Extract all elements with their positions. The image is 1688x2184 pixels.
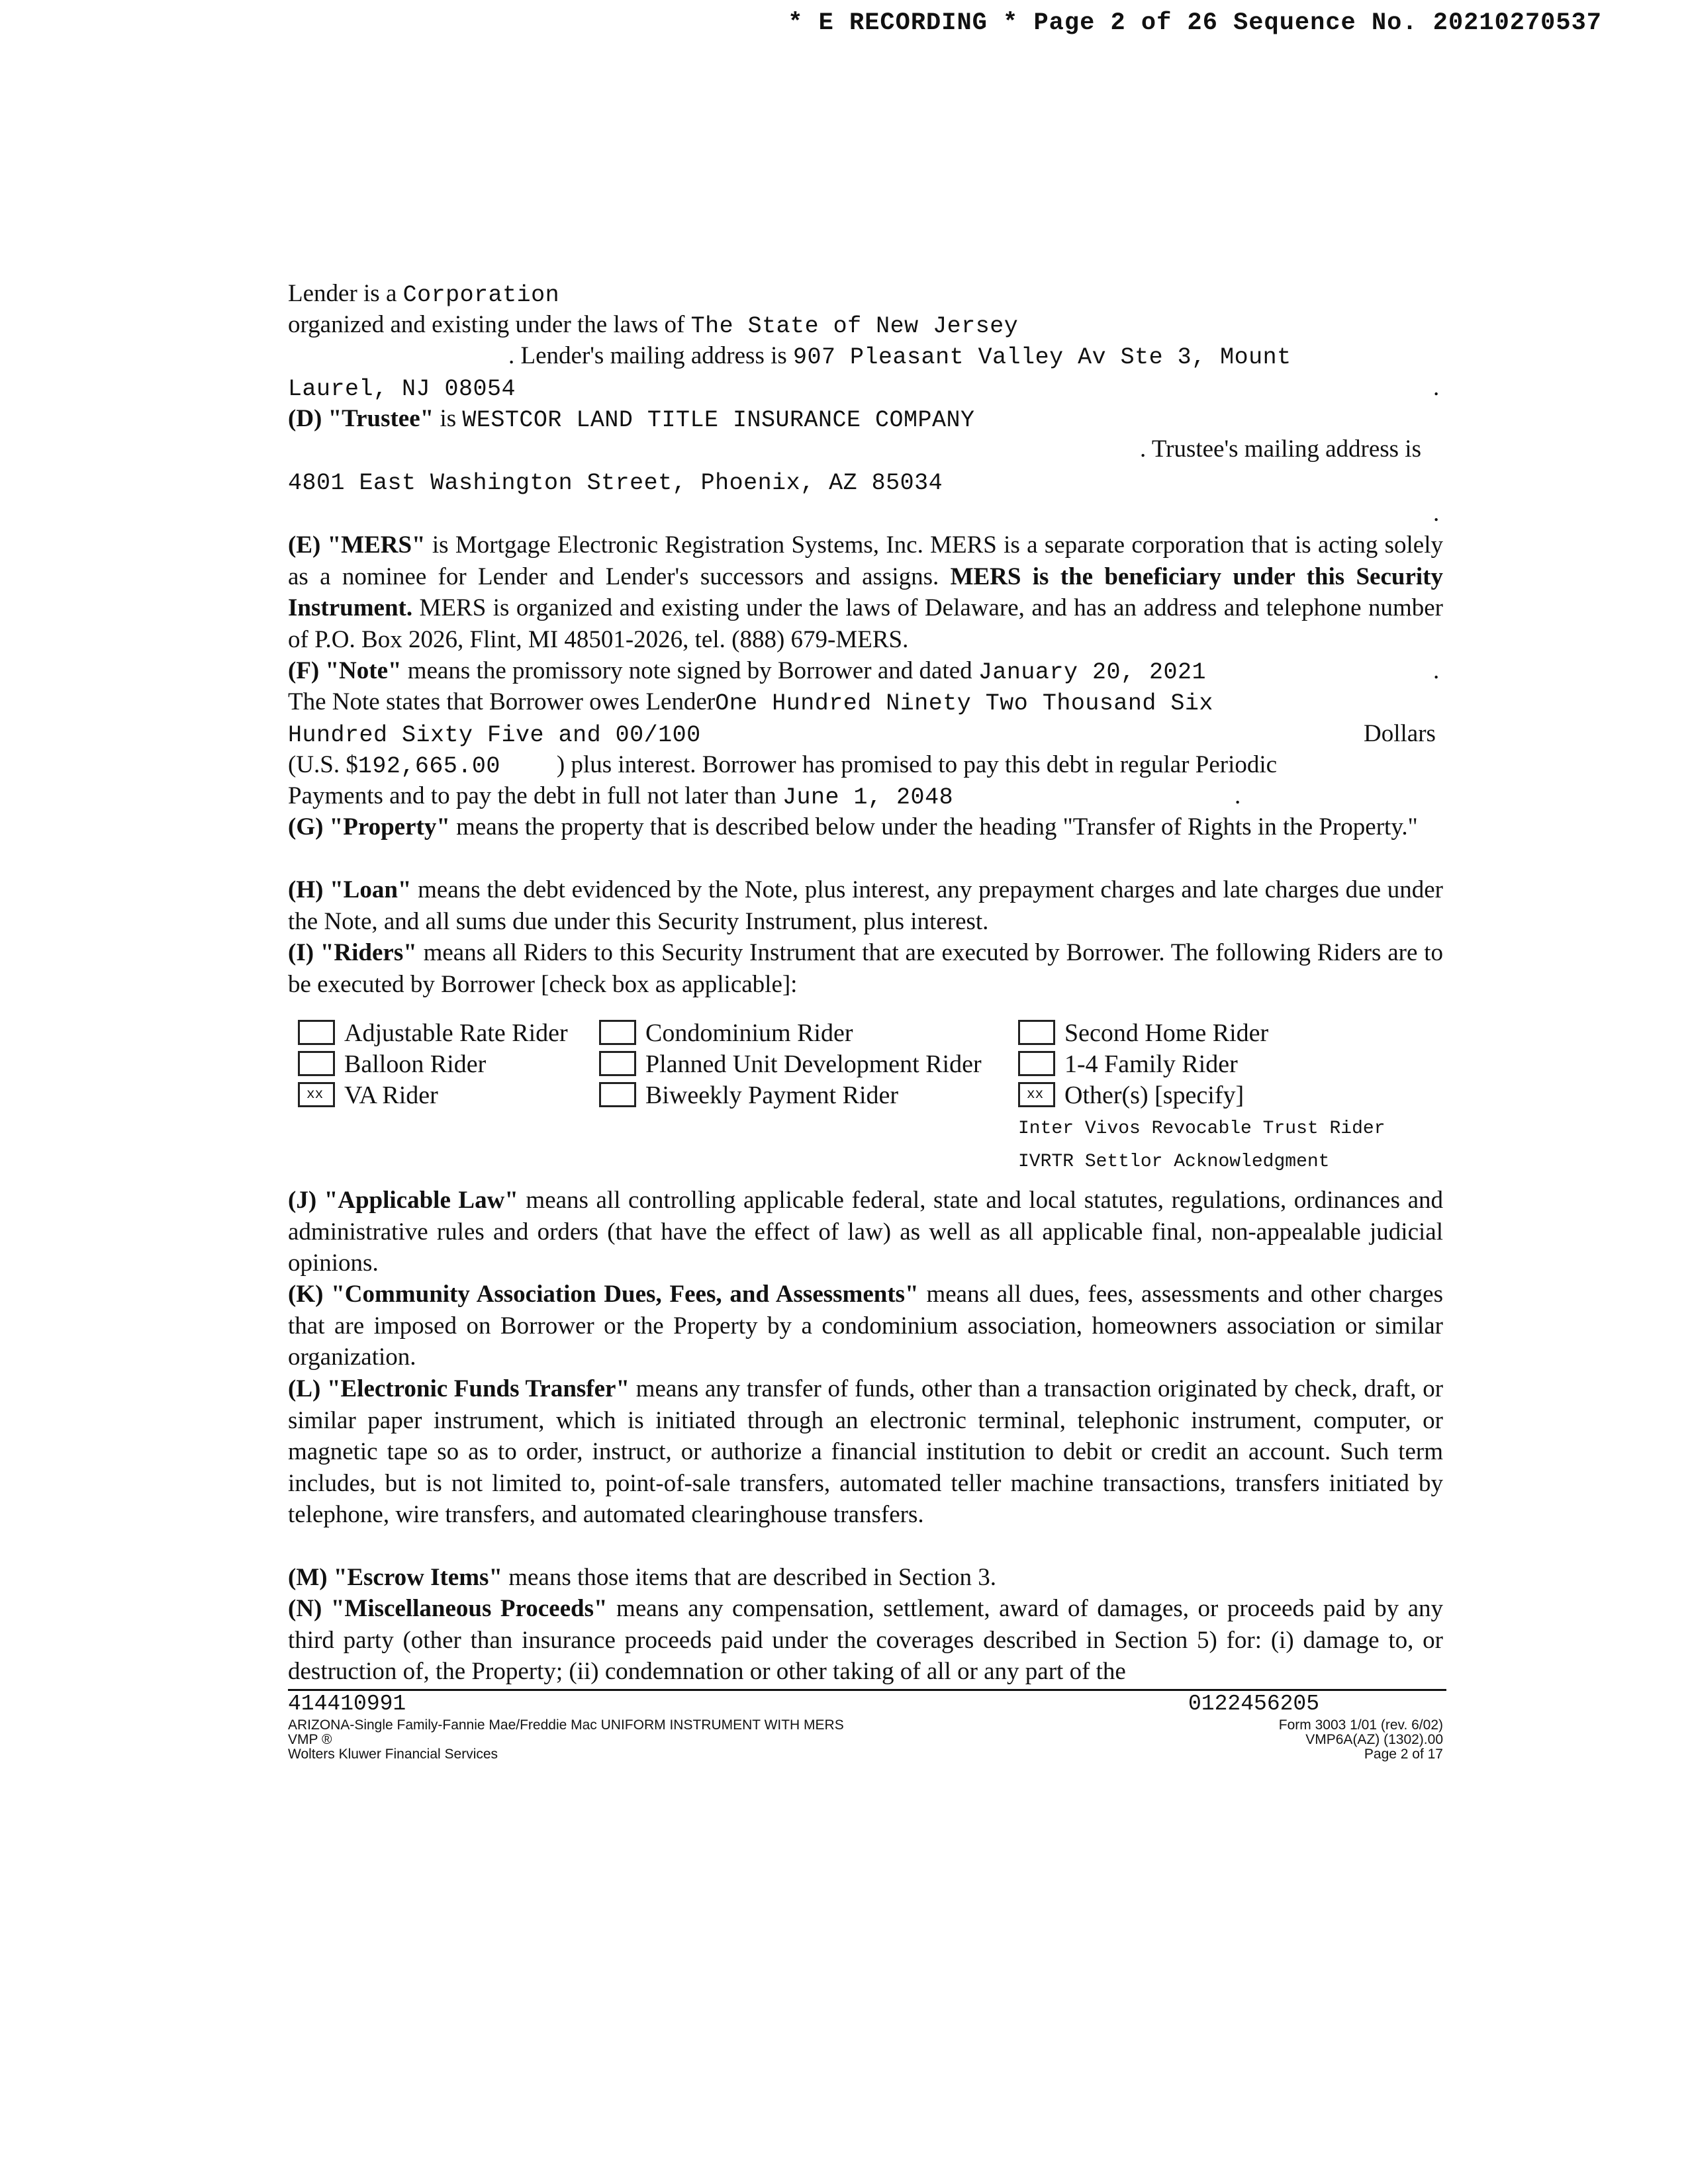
loan-text: means the debt evidenced by the Note, plus interest, any prepayment charges and late charges due under the Note, and all sums due under this Security Instrument, plus interest.	[288, 876, 1443, 935]
lender-line	[288, 278, 559, 311]
mers-text2: MERS is organized and existing under the laws of Delaware, and has an address and telephone number of P.O. Box 2026, Flint, MI 48501-2026, tel. (888) 679-MERS.	[288, 594, 1443, 653]
lender-is-a-label: Lender is a	[288, 280, 397, 307]
rider-second-home[interactable]: Second Home Rider	[1018, 1018, 1268, 1049]
note-payments-line	[288, 780, 953, 813]
note-amount-words1: One Hundred Ninety Two Thousand Six	[715, 690, 1213, 717]
rider-balloon[interactable]: Balloon Rider	[298, 1049, 486, 1080]
rider-others[interactable]: xx Other(s) [specify]	[1018, 1080, 1244, 1111]
property-paragraph	[288, 811, 1443, 843]
footer-rule	[288, 1689, 1446, 1691]
footer-page: Page 2 of 17	[1364, 1747, 1443, 1762]
trustee-line	[288, 403, 975, 436]
mers-paragraph	[288, 529, 1443, 655]
rider-planned-unit[interactable]: Planned Unit Development Rider	[599, 1049, 982, 1080]
note-owes-line	[288, 686, 1213, 719]
riders-label: (I) "Riders"	[288, 939, 417, 966]
trustee-is: is	[440, 405, 457, 432]
eft-text: means any transfer of funds, other than a transaction originated by check, draft, or similar paper instrument, which is initiated through an electronic terminal, telephonic instrument, computer, or magnetic tape so as to order, instruct, or authorize a financial institution to debit or credit an account. Such term includes, but is not limited to, point-of-sale transfers, automated teller machine transactions, transfers initiated by telephone, wire transfers, and automated clearinghouse transfers.	[288, 1375, 1444, 1528]
mers-label: (E) "MERS"	[288, 531, 426, 559]
note-period2: .	[1235, 782, 1241, 809]
checkbox-1-4-family[interactable]	[1018, 1051, 1055, 1076]
rider-adjustable-rate[interactable]: Adjustable Rate Rider	[298, 1018, 568, 1049]
lender-organized-label: organized and existing under the laws of	[288, 311, 685, 338]
trustee-mailing-label: . Trustee's mailing address is	[1140, 435, 1421, 463]
trustee-label: (D) "Trustee"	[288, 405, 434, 432]
misc-paragraph	[288, 1593, 1443, 1688]
lender-organized-line	[288, 309, 1018, 342]
lender-state: The State of New Jersey	[690, 313, 1019, 340]
rider-1-4-family[interactable]: 1-4 Family Rider	[1018, 1049, 1238, 1080]
escrow-paragraph	[288, 1562, 1443, 1594]
lender-address-line2: Laurel, NJ 08054	[288, 376, 516, 402]
lender-mailing-label: . Lender's mailing address is	[508, 342, 787, 369]
note-owes-label: The Note states that Borrower owes Lender	[288, 688, 716, 715]
note-line	[288, 655, 1206, 688]
loan-paragraph	[288, 874, 1443, 937]
misc-text: means any compensation, settlement, award of damages, or proceeds paid by any third party (other than insurance proceeds paid under the coverages described in Section 5) for: (i) damage to, or destruction of, the Property; (ii) condemnation or other taking of all or any part of the	[288, 1595, 1443, 1685]
rider-other-1: Inter Vivos Revocable Trust Rider	[1018, 1118, 1385, 1139]
lender-address-line2-wrap	[288, 372, 516, 405]
community-paragraph	[288, 1279, 1443, 1373]
community-label: (K) "Community Association Dues, Fees, and Assessments"	[288, 1281, 919, 1308]
mers-bold-text: MERS is the beneficiary under this Security Instrument.	[288, 563, 1443, 621]
rider-biweekly[interactable]: Biweekly Payment Rider	[599, 1080, 898, 1111]
note-amount-words2: Hundred Sixty Five and 00/100	[288, 722, 701, 749]
lender-mailing-line	[508, 340, 1291, 373]
recording-header: * E RECORDING * Page 2 of 26 Sequence No. 20210270537	[788, 9, 1602, 37]
note-date: January 20, 2021	[978, 659, 1206, 686]
note-payments-text: Payments and to pay the debt in full not later than	[288, 782, 776, 809]
footer-vmp: VMP ®	[288, 1732, 332, 1747]
applicable-law-label: (J) "Applicable Law"	[288, 1187, 518, 1214]
trustee-period: .	[1433, 500, 1440, 527]
checkbox-va[interactable]: xx	[298, 1082, 335, 1107]
community-text: means all dues, fees, assessments and other charges that are imposed on Borrower or the Property by a condominium association, homeowners association or similar organization.	[288, 1281, 1444, 1371]
checkbox-planned-unit[interactable]	[599, 1051, 636, 1076]
checkbox-balloon[interactable]	[298, 1051, 335, 1076]
lender-address-line1: 907 Pleasant Valley Av Ste 3, Mount	[793, 344, 1291, 371]
trustee-name: WESTCOR LAND TITLE INSURANCE COMPANY	[462, 407, 975, 433]
mers-text1: is Mortgage Electronic Registration Systems, Inc. MERS is a separate corporation that is acting solely as a nominee for Lender and Lender's successors and assigns.	[288, 531, 1443, 590]
checkbox-condominium[interactable]	[599, 1020, 636, 1045]
eft-paragraph	[288, 1373, 1443, 1531]
escrow-label: (M) "Escrow Items"	[288, 1564, 502, 1591]
note-label: (F) "Note"	[288, 657, 402, 684]
footer-form-title: ARIZONA-Single Family-Fannie Mae/Freddie Mac UNIFORM INSTRUMENT WITH MERS	[288, 1717, 844, 1733]
escrow-text: means those items that are described in Section 3.	[502, 1564, 996, 1591]
trustee-address: 4801 East Washington Street, Phoenix, AZ 85034	[288, 470, 943, 496]
riders-text: means all Riders to this Security Instrument that are executed by Borrower. The following Riders are to be executed by Borrower [check box as applicable]:	[288, 939, 1443, 998]
trustee-address-wrap	[288, 466, 943, 499]
note-text1: means the promissory note signed by Borrower and dated	[401, 657, 972, 684]
note-amount-words2-wrap	[288, 718, 701, 751]
note-period: .	[1433, 657, 1440, 684]
note-amount: 192,665.00	[357, 753, 500, 780]
applicable-law-text: means all controlling applicable federal, state and local statutes, regulations, ordinances and administrative rules and orders (that have the effect of law) as well as all applicable final, non-appealable judicial opinions.	[288, 1187, 1444, 1277]
rider-va[interactable]: xx VA Rider	[298, 1080, 438, 1111]
lender-period: .	[1433, 374, 1440, 401]
checkbox-adjustable-rate[interactable]	[298, 1020, 335, 1045]
rider-condominium[interactable]: Condominium Rider	[599, 1018, 853, 1049]
footer-form-code: VMP6A(AZ) (1302).00	[1305, 1732, 1443, 1747]
property-text: means the property that is described below under the heading "Transfer of Rights in the Property."	[449, 813, 1418, 841]
note-interest-text: ) plus interest. Borrower has promised to pay this debt in regular Periodic	[556, 751, 1278, 778]
riders-paragraph	[288, 937, 1443, 1000]
lender-type: Corporation	[402, 282, 560, 308]
footer-doc-number: 0122456205	[1188, 1692, 1320, 1716]
checkbox-biweekly[interactable]	[599, 1082, 636, 1107]
checkbox-second-home[interactable]	[1018, 1020, 1055, 1045]
note-dollars: Dollars	[1364, 720, 1436, 747]
checkbox-others[interactable]: xx	[1018, 1082, 1055, 1107]
eft-label: (L) "Electronic Funds Transfer"	[288, 1375, 630, 1402]
footer-form-number: Form 3003 1/01 (rev. 6/02)	[1278, 1717, 1443, 1733]
property-label: (G) "Property"	[288, 813, 450, 841]
applicable-law-paragraph	[288, 1185, 1443, 1279]
footer-publisher: Wolters Kluwer Financial Services	[288, 1747, 498, 1762]
rider-other-2: IVRTR Settlor Acknowledgment	[1018, 1152, 1330, 1172]
footer-loan-number: 414410991	[288, 1692, 406, 1716]
note-maturity: June 1, 2048	[782, 784, 954, 811]
note-us-line	[288, 749, 1443, 782]
note-us-label: (U.S. $	[288, 751, 358, 778]
misc-label: (N) "Miscellaneous Proceeds"	[288, 1595, 608, 1622]
loan-label: (H) "Loan"	[288, 876, 412, 903]
